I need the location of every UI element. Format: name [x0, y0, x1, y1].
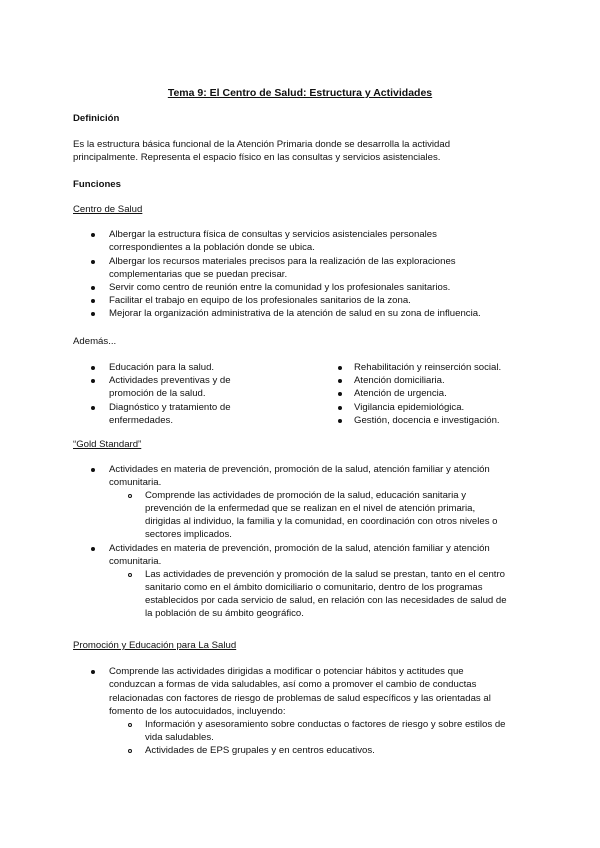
ademas-left-item: Educación para la salud.	[109, 362, 215, 373]
gold-sub-line: Comprende las actividades de promoción de la salud, educación sanitaria y	[145, 490, 467, 501]
ademas-left-item: enfermedades.	[109, 415, 173, 426]
gold-item: comunitaria.	[109, 477, 162, 488]
ademas-right-item: Gestión, docencia e investigación.	[354, 415, 500, 426]
bullet-icon	[91, 468, 95, 472]
gold-sub-line: sectores implicados.	[145, 529, 232, 540]
bullet-icon	[91, 547, 95, 551]
centro-item: correspondientes a la población donde se ubica.	[109, 242, 315, 253]
bullet-icon	[338, 406, 342, 410]
gold-sub-line: prevención de la enfermedad que se realizan en el nivel de atención primaria,	[145, 503, 476, 514]
bullet-icon	[91, 233, 95, 237]
centro-item: Albergar la estructura física de consultas y servicios asistenciales personales	[109, 229, 437, 240]
bullet-icon	[91, 379, 95, 383]
definicion-line: Es la estructura básica funcional de la Atención Primaria donde se desarrolla la actividad	[73, 139, 451, 150]
ademas-left-item: Diagnóstico y tratamiento de	[109, 402, 231, 413]
bullet-icon	[338, 366, 342, 370]
ademas-heading: Además...	[73, 336, 117, 347]
gold-sub-line: sanitario como en el ámbito domiciliario o comunitario, dentro de los programas	[145, 582, 483, 593]
promo-sub-line: vida saludables.	[145, 732, 214, 743]
definicion-line: principalmente. Representa el espacio físico en las consultas y servicios asistenciales.	[73, 152, 441, 163]
gold-sub-line: Las actividades de prevención y promoción de la salud se prestan, tanto en el centro	[145, 569, 505, 580]
gold-item: Actividades en materia de prevención, promoción de la salud, atención familiar y atención	[109, 543, 490, 554]
promo-sub-line: Información y asesoramiento sobre conductas o factores de riesgo y sobre estilos de	[145, 719, 506, 730]
ademas-left-item: promoción de la salud.	[109, 388, 206, 399]
promo-line: Comprende las actividades dirigidas a modificar o potenciar hábitos y actitudes que	[109, 666, 464, 677]
gold-item: comunitaria.	[109, 556, 162, 567]
funciones-heading: Funciones	[73, 179, 121, 190]
ademas-right-item: Atención de urgencia.	[354, 388, 447, 399]
gold-sub-line: la población de su ámbito geográfico.	[145, 608, 304, 619]
ademas-right-item: Atención domiciliaria.	[354, 375, 445, 386]
sub-bullet-icon	[128, 749, 132, 753]
bullet-icon	[91, 366, 95, 370]
bullet-icon	[338, 419, 342, 423]
centro-item: Servir como centro de reunión entre la comunidad y los profesionales sanitarios.	[109, 282, 451, 293]
gold-heading: “Gold Standard”	[73, 439, 142, 450]
centro-item: complementarias que se puedan precisar.	[109, 269, 288, 280]
definicion-heading: Definición	[73, 113, 120, 124]
promo-line: conduzcan a formas de vida saludables, así como a promover el cambio de conductas	[109, 679, 477, 690]
promo-line: relacionadas con factores de riesgo de problemas de salud específicos y las orientadas al	[109, 693, 491, 704]
bullet-icon	[91, 286, 95, 290]
bullet-icon	[91, 670, 95, 674]
gold-sub-line: dirigidas al individuo, la familia y la comunidad, en coordinación con otros niveles o	[145, 516, 498, 527]
centro-item: Facilitar el trabajo en equipo de los profesionales sanitarios de la zona.	[109, 295, 411, 306]
page-title: Tema 9: El Centro de Salud: Estructura y Actividades	[167, 87, 433, 99]
gold-sub-line: establecidos por cada servicio de salud, en relación con las necesidades de salud de	[145, 595, 507, 606]
sub-bullet-icon	[128, 494, 132, 498]
ademas-left-item: Actividades preventivas y de	[109, 375, 231, 386]
bullet-icon	[91, 260, 95, 264]
bullet-icon	[338, 392, 342, 396]
bullet-icon	[91, 406, 95, 410]
sub-bullet-icon	[128, 723, 132, 727]
bullet-icon	[91, 312, 95, 316]
centro-heading: Centro de Salud	[73, 204, 143, 215]
gold-item: Actividades en materia de prevención, promoción de la salud, atención familiar y atención	[109, 464, 490, 475]
ademas-right-item: Rehabilitación y reinserción social.	[354, 362, 502, 373]
centro-item: Mejorar la organización administrativa de la atención de salud en su zona de influencia.	[109, 308, 481, 319]
sub-bullet-icon	[128, 573, 132, 577]
promo-heading: Promoción y Educación para La Salud	[73, 640, 237, 651]
promo-sub-line: Actividades de EPS grupales y en centros educativos.	[145, 745, 375, 756]
ademas-right-item: Vigilancia epidemiológica.	[354, 402, 465, 413]
promo-line: fomento de los autocuidados, incluyendo:	[109, 706, 286, 717]
bullet-icon	[338, 379, 342, 383]
bullet-icon	[91, 299, 95, 303]
centro-item: Albergar los recursos materiales precisos para la realización de las exploraciones	[109, 256, 456, 267]
